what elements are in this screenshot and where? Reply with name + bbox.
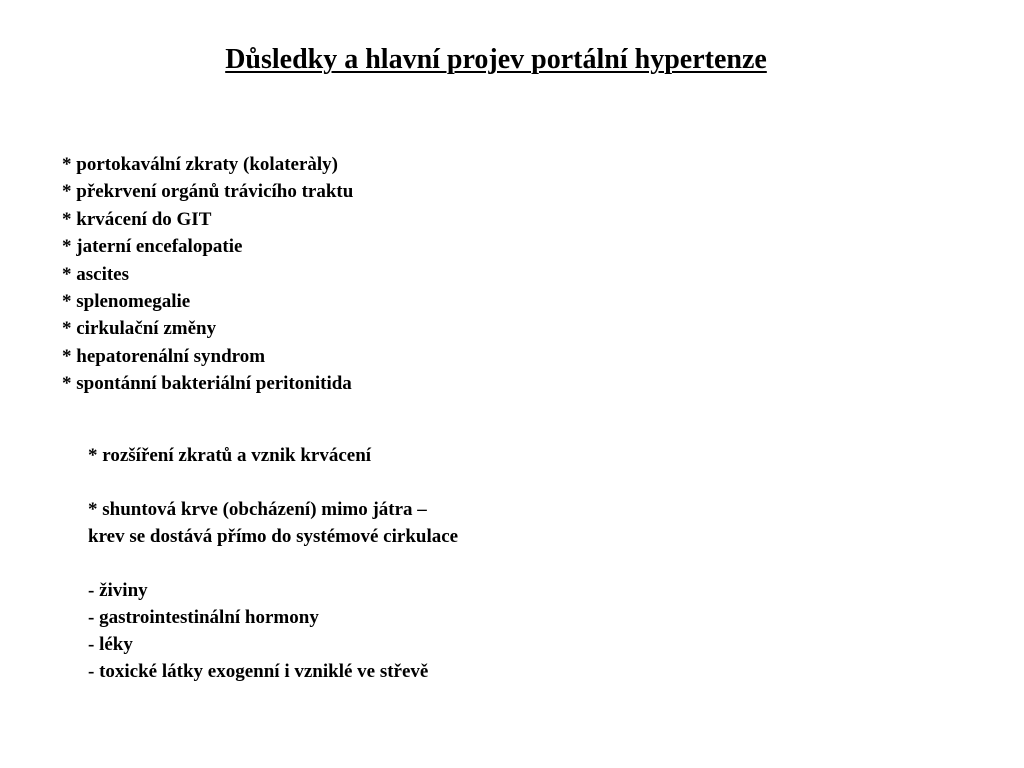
substance-item: - gastrointestinální hormony	[88, 607, 319, 628]
list-item: * spontánní bakteriální peritonitida	[62, 373, 352, 395]
list-item: * ascites	[62, 263, 130, 285]
substance-item: - toxické látky exogenní i vzniklé ve střevě	[88, 661, 429, 682]
list-item: * splenomegalie	[62, 290, 191, 312]
substance-item: - léky	[88, 634, 133, 655]
list-item: * jaterní encefalopatie	[62, 236, 243, 258]
list-item: * překrvení orgánů trávicího traktu	[62, 181, 354, 203]
list-item: * hepatorenální syndrom	[62, 345, 266, 367]
detail-block	[88, 442, 458, 685]
spacer	[88, 469, 458, 496]
shunt-note-line-2: krev se dostává přímo do systémové cirkulace	[88, 526, 459, 547]
slide-title: Důsledky a hlavní projev portální hypertenze	[225, 44, 767, 75]
list-item: * cirkulační změny	[62, 318, 217, 340]
consequences-list	[62, 151, 353, 398]
shunt-note-line-1: * shuntová krve (obcházení) mimo játra –	[88, 499, 427, 520]
spacer	[88, 550, 458, 577]
bleeding-note: * rozšíření zkratů a vznik krvácení	[88, 445, 372, 466]
substance-item: - živiny	[88, 580, 148, 601]
list-item: * portokavální zkraty (kolateràly)	[62, 154, 339, 175]
list-item: * krvácení do GIT	[62, 208, 212, 230]
